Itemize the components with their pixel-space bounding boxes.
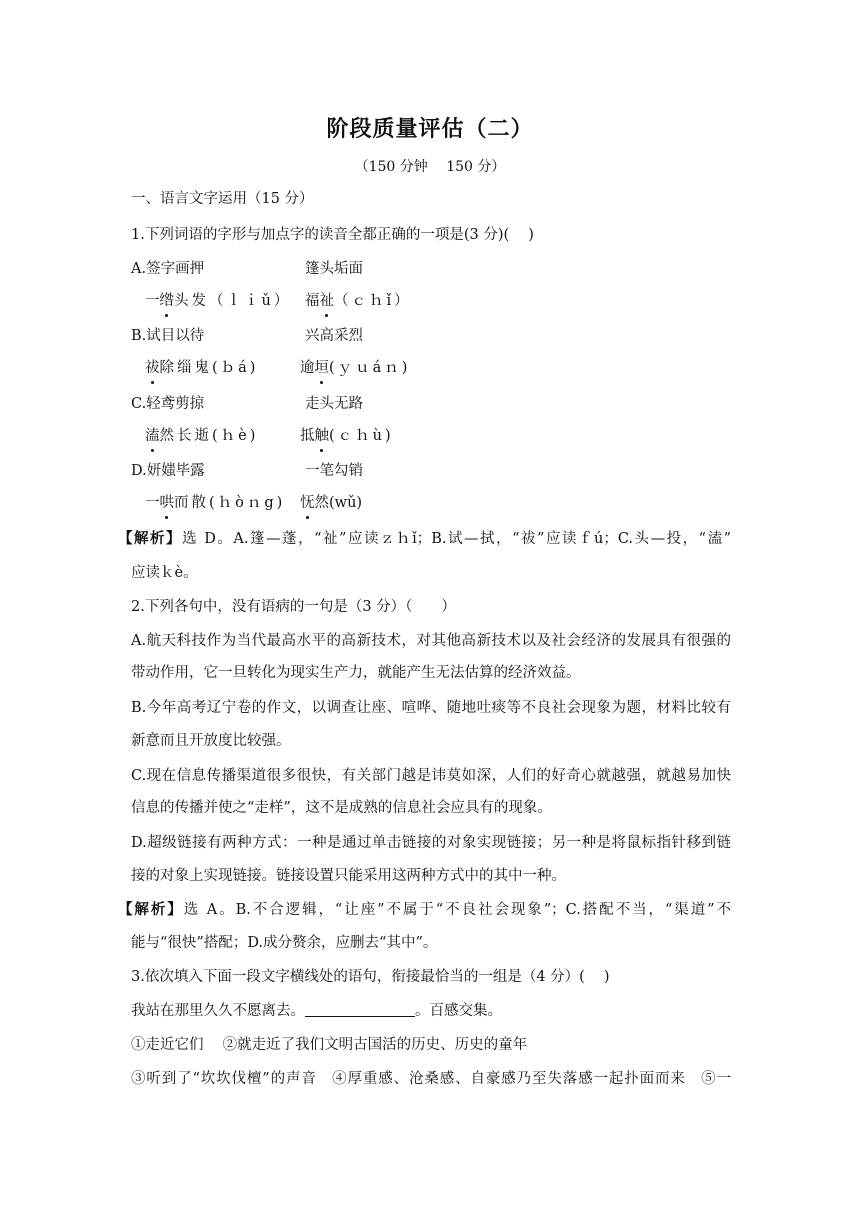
passage-text: 我站在那里久久不愿离去。 bbox=[131, 1003, 305, 1019]
q1-option-a-word4 bbox=[305, 290, 412, 312]
text-part: 逾 bbox=[300, 360, 315, 376]
q1-stem: 1.下列词语的字形与加点字的读音全都正确的一项是(3 分)( ) bbox=[131, 227, 534, 243]
q1-option-a-word1: A.签字画押 bbox=[131, 261, 205, 277]
q2-option-a-line2: 带动作用，它一旦转化为现实生产力，就能产生无法估算的经济效益。 bbox=[131, 665, 581, 681]
analysis-label: 【解析】 bbox=[118, 901, 184, 918]
q1-option-d-word1: D.妍媸毕露 bbox=[131, 463, 205, 479]
q3-options-line2: ③听到了“坎坎伐檀”的声音 ④厚重感、沧桑感、自豪感乃至失落感一起扑面而来 ⑤一 bbox=[131, 1071, 731, 1087]
pinyin: (ｃｈù) bbox=[329, 428, 394, 444]
dotted-char: 垣 bbox=[315, 357, 330, 379]
q1-option-b-word4 bbox=[300, 357, 410, 379]
dotted-char: 绺 bbox=[160, 290, 175, 312]
text-part: 福 bbox=[305, 293, 320, 309]
pinyin: 而散(ｈòｎg) bbox=[174, 495, 286, 511]
dotted-char: 怃 bbox=[300, 492, 315, 514]
q2-stem: 2.下列各句中，没有语病的一句是（3 分）（ ） bbox=[131, 599, 456, 615]
dotted-char: 溘 bbox=[145, 425, 160, 447]
q2-option-d-line2: 接的对象上实现链接。链接设置只能采用这两种方式中的其中一种。 bbox=[131, 868, 566, 884]
page-subtitle: （150 分钟 150 分） bbox=[354, 159, 506, 175]
dotted-char: 祓 bbox=[145, 357, 160, 379]
section-heading: 一、语言文字运用（15 分） bbox=[131, 191, 314, 207]
q1-option-c-word4 bbox=[300, 425, 394, 447]
q1-analysis-line2: 应读ｋè。 bbox=[131, 565, 198, 581]
q2-option-b-line1: B.今年高考辽宁卷的作文，以调查让座、喧哗、随地吐痰等不良社会现象为题，材料比较有 bbox=[131, 700, 731, 716]
dotted-char: 祉 bbox=[320, 290, 335, 312]
pinyin: (ｙｕáｎ) bbox=[329, 360, 411, 376]
pinyin: 然(wǔ) bbox=[314, 495, 363, 511]
q2-analysis-line2: 能与“很快”搭配；D.成分赘余，应删去“其中”。 bbox=[131, 935, 438, 951]
q1-analysis-line1 bbox=[118, 528, 731, 550]
q3-options-line1: ①走近它们 ②就走近了我们文明古国活的历史、历史的童年 bbox=[131, 1037, 528, 1053]
q1-option-c-word1: C.轻鸢剪掠 bbox=[131, 396, 205, 412]
q3-stem: 3.依次填入下面一段文字横线处的语句，衔接最恰当的一组是（4 分）( ) bbox=[131, 969, 610, 985]
fill-blank bbox=[305, 1002, 415, 1017]
q2-analysis-line1 bbox=[118, 899, 731, 921]
dotted-char: 触 bbox=[315, 425, 330, 447]
q1-option-d-word4 bbox=[300, 492, 362, 514]
text-part: 抵 bbox=[300, 428, 315, 444]
q3-passage bbox=[131, 1000, 502, 1022]
q1-option-c-word2: 走头无路 bbox=[305, 396, 363, 412]
pinyin: （ｃｈǐ） bbox=[334, 293, 412, 309]
page-title: 阶段质量评估（二） bbox=[326, 117, 534, 142]
q1-option-b-word2: 兴高采烈 bbox=[305, 328, 363, 344]
q2-option-b-line2: 新意而且开放度比较强。 bbox=[131, 733, 291, 749]
q2-option-c-line2: 信息的传播并使之“走样”，这不是成熟的信息社会应具有的现象。 bbox=[131, 800, 552, 816]
q2-option-c-line1: C.现在信息传播渠道很多很快，有关部门越是讳莫如深，人们的好奇心就越强，就越易加快 bbox=[131, 768, 731, 784]
pinyin: 然长逝(ｈè) bbox=[159, 428, 259, 444]
analysis-text: 选 D。A.篷—蓬，“祉”应读ｚｈǐ；B.试—拭，“祓”应读ｆú；C.头—投，“溘” bbox=[182, 531, 732, 547]
passage-text: 。百感交集。 bbox=[415, 1003, 502, 1019]
q1-option-c-word3 bbox=[145, 425, 258, 447]
q2-option-d-line1: D.超级链接有两种方式：一种是通过单击链接的对象实现链接；另一种是将鼠标指针移到链 bbox=[131, 835, 731, 851]
text-part: 一 bbox=[145, 495, 160, 511]
q1-option-b-word1: B.试目以待 bbox=[131, 328, 205, 344]
pinyin: 除缁鬼(ｂá) bbox=[159, 360, 259, 376]
dotted-char: 哄 bbox=[160, 492, 175, 514]
q2-option-a-line1: A.航天科技作为当代最高水平的高新技术，对其他高新技术以及社会经济的发展具有很强的 bbox=[131, 633, 731, 649]
q1-option-b-word3 bbox=[145, 357, 258, 379]
q1-option-a-word2: 篷头垢面 bbox=[305, 261, 363, 277]
pinyin: 头发（ｌｉǔ） bbox=[174, 293, 292, 309]
analysis-label: 【解析】 bbox=[118, 530, 183, 547]
q1-option-d-word2: 一笔勾销 bbox=[305, 463, 363, 479]
q1-option-d-word3 bbox=[145, 492, 285, 514]
q1-option-a-word3: 一绺头发（ｌｉǔ） bbox=[145, 290, 291, 312]
analysis-text: 选 A。B.不合逻辑，“让座”不属于“不良社会现象”；C.搭配不当，“渠道”不 bbox=[183, 902, 732, 918]
